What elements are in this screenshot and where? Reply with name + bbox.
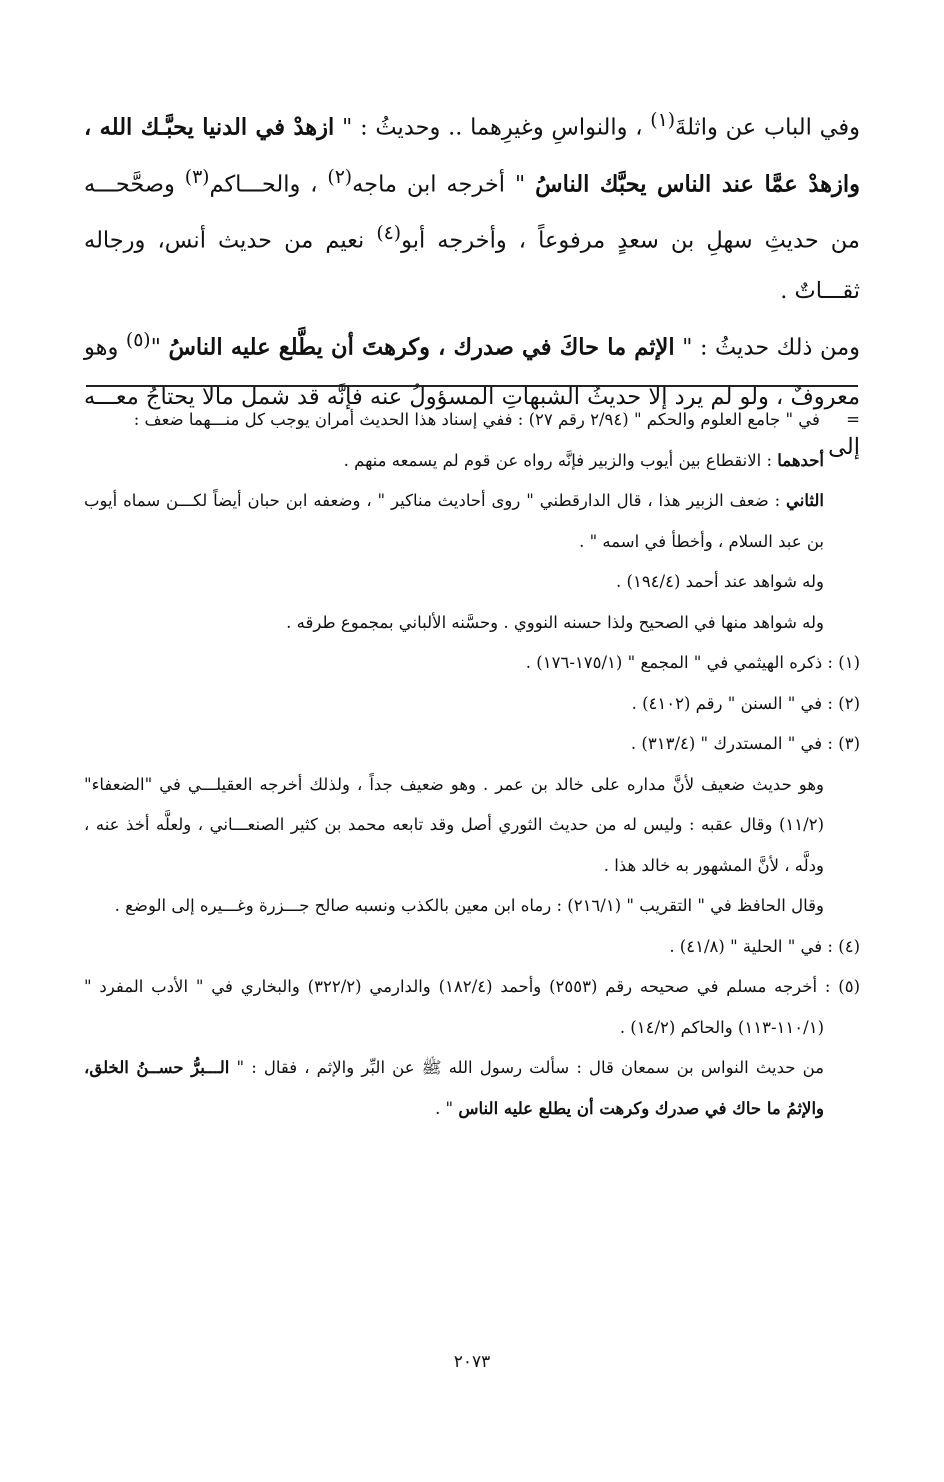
footnote-ref-5: (٥) [125, 329, 151, 351]
text-run: ، والحـــاكم [209, 171, 328, 197]
hadith-quote-3: الـــبرُّ حســنُ الخلق، والإثمُ ما حاك في صدرك وكرهت أن يطلع عليه الناس [84, 1058, 824, 1118]
main-paragraph-1 [84, 96, 860, 316]
hadith-quote-2: الإثم ما حاكَ في صدرك ، وكرهتَ أن يطَّلع عليه الناسُ [168, 334, 675, 360]
hadith-quote-1: ازهدْ في الدنيا يحبَّـك الله ، وازهدْ عمَّا عند الناس يحبَّك الناسُ [84, 114, 860, 197]
text-run: ، والنواسِ وغيرِهما .. وحديثُ : " [334, 114, 651, 141]
text-run: وهو معروفٌ ، ولو لم يرد إلا حديثُ الشبهاتِ المسؤولُ عنه فإنَّه قد شمل مالا يحتاجُ معـــه إلى [84, 334, 860, 460]
footnote-second-reason [84, 481, 860, 562]
footnote-ref-3: (٣) [184, 166, 210, 188]
continuation-marker: = [846, 410, 860, 429]
footnote-continuation [84, 400, 860, 441]
text-run: ومن ذلك حديثُ : " [674, 334, 860, 360]
footnote-text: " . [435, 1098, 459, 1118]
label-first: أحدهما [777, 450, 824, 470]
footnote-shawahid-1: وله شواهد عند أحمد (١٩٤/٤) . [616, 572, 824, 591]
footnote-divider [86, 385, 858, 387]
footnote-3-note-2: وقال الحافظ في " التقريب " (٢١٦/١) : رماه ابن معين بالكذب ونسبه صالح جـــزرة وغـــيره إلى الوضع . [114, 896, 824, 915]
footnotes [84, 400, 860, 1129]
footnote-ref-4: (٤) [376, 223, 402, 244]
text-run: نعيم من حديث أنس، ورجاله ثقـــاتٌ . [84, 227, 860, 304]
text-run: وفي الباب عن واثلةَ [675, 114, 860, 141]
page-number: ٢٠٧٣ [453, 1352, 491, 1372]
footnote-text: من حديث النواس بن سمعان قال : سألت رسول الله ﷺ عن البِّر والإثم ، فقال : " [229, 1058, 824, 1077]
footnote-ref-1: (١) [650, 110, 676, 131]
footnote-1: (١) : ذكره الهيثمي في " المجمع " (١٧٥/١-١٧٦) . [525, 653, 860, 672]
text-run: " أخرجه ابن ماجه [352, 171, 536, 197]
footnote-2: (٢) : في " السنن " رقم (٤١٠٢) . [631, 693, 860, 713]
footnote-ref-2: (٢) [327, 166, 353, 188]
footnote-3-note-1: وهو حديث ضعيف لأنَّ مداره على خالد بن عمر . وهو ضعيف جداً ، ولذلك أخرجه العقيلـــي في "الضعفاء" (١١/٢) وقال عقبه : وليس له من حديث الثوري أصل وقد تابعه محمد بن كثير الصنعـــاني ، ولعلَّه أخذ عنه ، ودلَّه ، لأنَّ المشهور به خالد هذا . [84, 774, 824, 875]
footnote-3: (٣) : في " المستدرك " (٣١٣/٤) . [630, 734, 860, 753]
footnote-first-reason [84, 441, 860, 482]
footnote-5-note [84, 1048, 860, 1129]
footnote-text: : الانقطاع بين أيوب والزبير فإنَّه رواه عن قوم لم يسمعه منهم . [343, 450, 778, 470]
footnote-text: : ضعف الزبير هذا ، قال الدارقطني " روى أحاديث مناكير " ، وضعفه ابن حبان أيضاً لكـــن سماه أيوب بن عبد السلام ، وأخطأ في اسمه " . [84, 491, 824, 551]
text-run: " [150, 334, 169, 360]
text-run: وصحَّحـــه من حديثِ سهلِ بن سعدٍ مرفوعاً ، وأخرجه أبو [84, 171, 860, 254]
footnote-5: (٥) : أخرجه مسلم في صحيحه رقم (٢٥٥٣) وأحمد (١٨٢/٤) والدارمي (٣٢٢/٢) والبخاري في " الأدب المفرد " (١١٠/١-١١٣) والحاكم (١٤/٢) . [84, 977, 861, 1037]
footnote-text: في " جامع العلوم والحكم " (٢/٩٤ رقم ٢٧) : ففي إسناد هذا الحديث أمران يوجب كل منـــهما ضعف : [133, 410, 820, 429]
footnote-shawahid-2: وله شواهد منها في الصحيح ولذا حسنه النووي . وحسَّنه الألباني بمجموع طرقه . [286, 612, 824, 632]
footnote-4: (٤) : في " الحلية " (٤١/٨) . [669, 936, 860, 956]
label-second: الثاني [786, 491, 824, 510]
